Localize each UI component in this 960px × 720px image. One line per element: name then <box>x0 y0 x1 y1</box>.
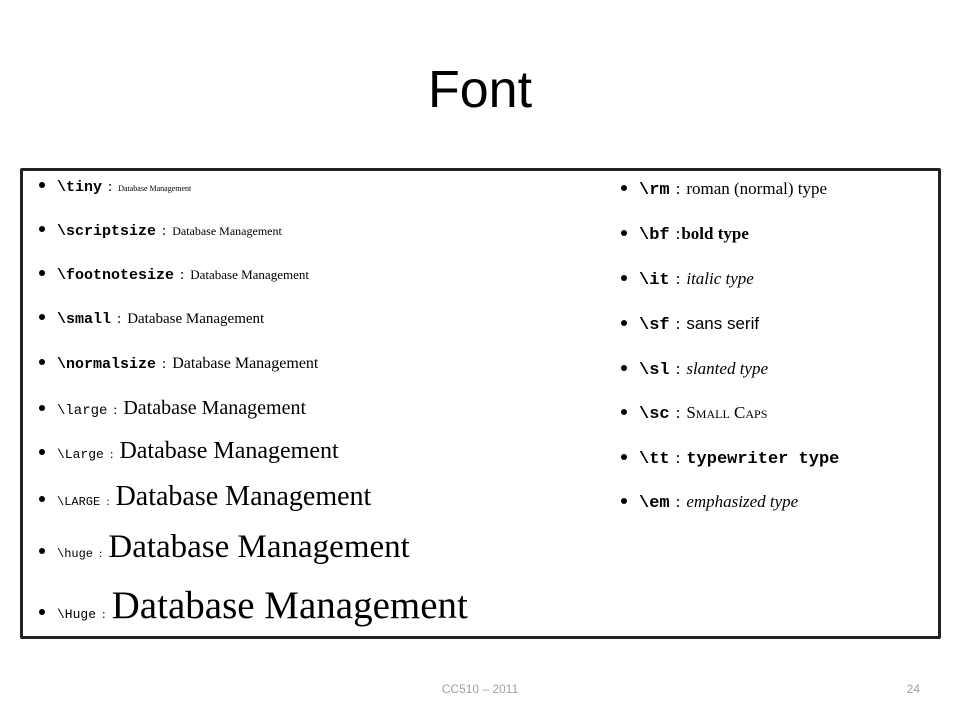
bullet-icon <box>39 270 45 276</box>
command-label: \em <box>639 494 670 513</box>
size-sample: Database Management <box>115 481 372 512</box>
command-label: \normalsize <box>57 356 157 373</box>
list-item-sl <box>621 359 768 380</box>
command-label: \Huge <box>57 607 97 622</box>
list-item-em <box>621 492 798 513</box>
command-label: \bf <box>639 226 670 245</box>
separator: : <box>180 267 185 283</box>
command-label: \sl <box>639 361 670 380</box>
size-sample: Database Management <box>119 438 339 464</box>
separator: : <box>675 224 681 243</box>
bullet-icon <box>621 185 627 191</box>
list-item-sf <box>621 314 759 335</box>
size-sample: Database Management <box>190 267 309 282</box>
list-item-large <box>39 397 306 420</box>
size-sample: Database Management <box>111 584 468 627</box>
list-item-tiny <box>39 179 191 196</box>
bullet-icon <box>621 409 627 415</box>
command-label: \tt <box>639 450 670 469</box>
separator: : <box>108 179 113 195</box>
size-sample: Database Management <box>108 529 410 565</box>
command-label: \huge <box>57 547 94 561</box>
command-label: \sf <box>639 316 670 335</box>
list-item-LARGE <box>39 481 371 513</box>
command-label: \tiny <box>57 179 103 196</box>
style-sample: Small Caps <box>686 403 768 422</box>
style-sample: emphasized type <box>686 492 799 511</box>
font-reference-box <box>20 168 941 639</box>
style-sample: bold type <box>681 224 749 243</box>
size-sample: Database Management <box>118 184 192 193</box>
bullet-icon <box>39 226 45 232</box>
bullet-icon <box>39 548 45 554</box>
command-label: \scriptsize <box>57 223 157 240</box>
style-sample: typewriter type <box>686 450 840 469</box>
bullet-icon <box>39 182 45 188</box>
separator: : <box>675 403 681 422</box>
slide-title: Font <box>427 61 533 119</box>
bullet-icon <box>39 449 45 455</box>
size-sample: Database Management <box>172 224 282 238</box>
command-label: \large <box>57 403 108 419</box>
style-sample: italic type <box>686 269 754 288</box>
command-label: \sc <box>639 405 670 424</box>
separator: : <box>675 448 681 467</box>
command-label: \LARGE <box>57 495 101 509</box>
bullet-icon <box>621 454 627 460</box>
command-label: \small <box>57 311 112 328</box>
list-item-normalsize <box>39 355 318 373</box>
command-label: \it <box>639 271 670 290</box>
size-sample: Database Management <box>172 355 319 372</box>
list-item-bf <box>621 224 749 245</box>
separator: : <box>102 606 106 621</box>
list-item-huge <box>39 529 410 566</box>
separator: : <box>109 446 114 461</box>
style-sample: sans serif <box>686 314 760 333</box>
separator: : <box>113 403 118 418</box>
bullet-icon <box>39 359 45 365</box>
separator: : <box>162 356 167 372</box>
page-number: 24 <box>906 682 920 696</box>
list-item-Huge <box>39 583 468 628</box>
bullet-icon <box>39 314 45 320</box>
bullet-icon <box>39 405 45 411</box>
list-item-it <box>621 269 754 290</box>
list-item-scriptsize <box>39 223 282 240</box>
separator: : <box>675 492 681 511</box>
bullet-icon <box>621 498 627 504</box>
style-sample: slanted type <box>686 359 769 378</box>
list-item-sc <box>621 403 767 424</box>
list-item-Large <box>39 438 339 465</box>
style-sample: roman (normal) type <box>686 179 828 198</box>
bullet-icon <box>621 275 627 281</box>
separator: : <box>675 359 681 378</box>
bullet-icon <box>39 496 45 502</box>
list-item-footnotesize <box>39 267 309 284</box>
separator: : <box>99 546 103 560</box>
bullet-icon <box>621 320 627 326</box>
size-sample: Database Management <box>127 311 265 327</box>
list-item-rm <box>621 179 827 200</box>
command-label: \footnotesize <box>57 267 175 284</box>
bullet-icon <box>621 230 627 236</box>
footer-text: CC510 – 2011 <box>441 682 519 696</box>
separator: : <box>106 494 110 508</box>
separator: : <box>675 269 681 288</box>
bullet-icon <box>39 609 45 615</box>
list-item-tt <box>621 448 839 469</box>
list-item-small <box>39 311 264 328</box>
command-label: \Large <box>57 447 104 462</box>
command-label: \rm <box>639 181 670 200</box>
separator: : <box>117 311 122 327</box>
bullet-icon <box>621 365 627 371</box>
separator: : <box>675 314 681 333</box>
separator: : <box>675 179 681 198</box>
separator: : <box>162 223 167 239</box>
size-sample: Database Management <box>123 397 307 419</box>
